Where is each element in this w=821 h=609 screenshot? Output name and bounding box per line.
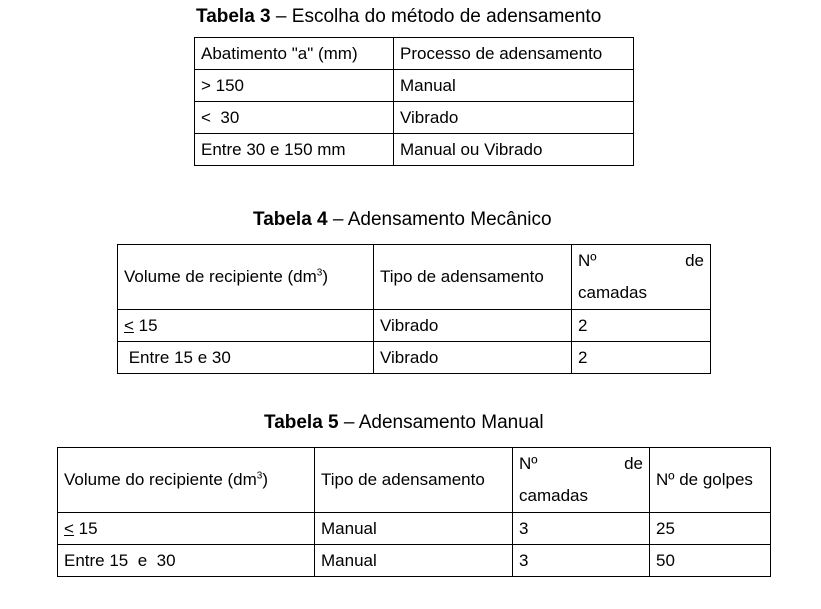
cell-volume: < 15	[118, 310, 374, 342]
table4-caption-title: – Adensamento Mecânico	[327, 209, 552, 230]
header-processo: Processo de adensamento	[394, 38, 634, 70]
cell-processo: Manual ou Vibrado	[394, 134, 634, 166]
header-abatimento: Abatimento "a" (mm)	[195, 38, 394, 70]
cell-camadas: 2	[572, 342, 711, 374]
table-row	[195, 70, 634, 102]
cell-golpes: 50	[650, 545, 771, 577]
cell-abatimento: > 150	[195, 70, 394, 102]
table-header-row	[118, 245, 711, 310]
cell-golpes: 25	[650, 513, 771, 545]
cell-volume: Entre 15 e 30	[118, 342, 374, 374]
table-row	[58, 513, 771, 545]
cell-tipo: Manual	[315, 513, 513, 545]
header-volume: Volume de recipiente $(dm^3)$	[118, 245, 374, 310]
cell-tipo: Manual	[315, 545, 513, 577]
table3-caption-label: Tabela 3	[196, 6, 271, 27]
table-row	[58, 545, 771, 577]
table3-caption	[196, 6, 601, 28]
table3	[194, 37, 634, 166]
table5-caption-title: – Adensamento Manual	[338, 412, 544, 433]
header-golpes: Nº de golpes	[650, 448, 771, 513]
cell-volume: Entre 15 e 30	[58, 545, 315, 577]
table4-caption-label: Tabela 4	[253, 209, 328, 230]
header-tipo: Tipo de adensamento	[315, 448, 513, 513]
cell-tipo: Vibrado	[374, 310, 572, 342]
table4-caption	[253, 209, 552, 231]
table-row	[195, 134, 634, 166]
table5	[57, 447, 771, 577]
table5-caption-label: Tabela 5	[264, 412, 339, 433]
cell-processo: Vibrado	[394, 102, 634, 134]
table-row	[195, 102, 634, 134]
table-header-row	[58, 448, 771, 513]
header-camadas: Nº de camadas	[513, 448, 650, 513]
table-header-row	[195, 38, 634, 70]
table5-caption	[264, 412, 544, 434]
table-row	[118, 342, 711, 374]
cell-tipo: Vibrado	[374, 342, 572, 374]
cell-abatimento: Entre 30 e 150 mm	[195, 134, 394, 166]
cell-processo: Manual	[394, 70, 634, 102]
header-camadas: Nº de camadas	[572, 245, 711, 310]
cell-abatimento: < 30	[195, 102, 394, 134]
table3-caption-title: – Escolha do método de adensamento	[270, 6, 602, 27]
header-volume: Volume do recipiente $(dm^3)$	[58, 448, 315, 513]
cell-camadas: 3	[513, 545, 650, 577]
cell-volume: < 15	[58, 513, 315, 545]
table4	[117, 244, 711, 374]
cell-camadas: 2	[572, 310, 711, 342]
header-tipo: Tipo de adensamento	[374, 245, 572, 310]
cell-camadas: 3	[513, 513, 650, 545]
table-row	[118, 310, 711, 342]
